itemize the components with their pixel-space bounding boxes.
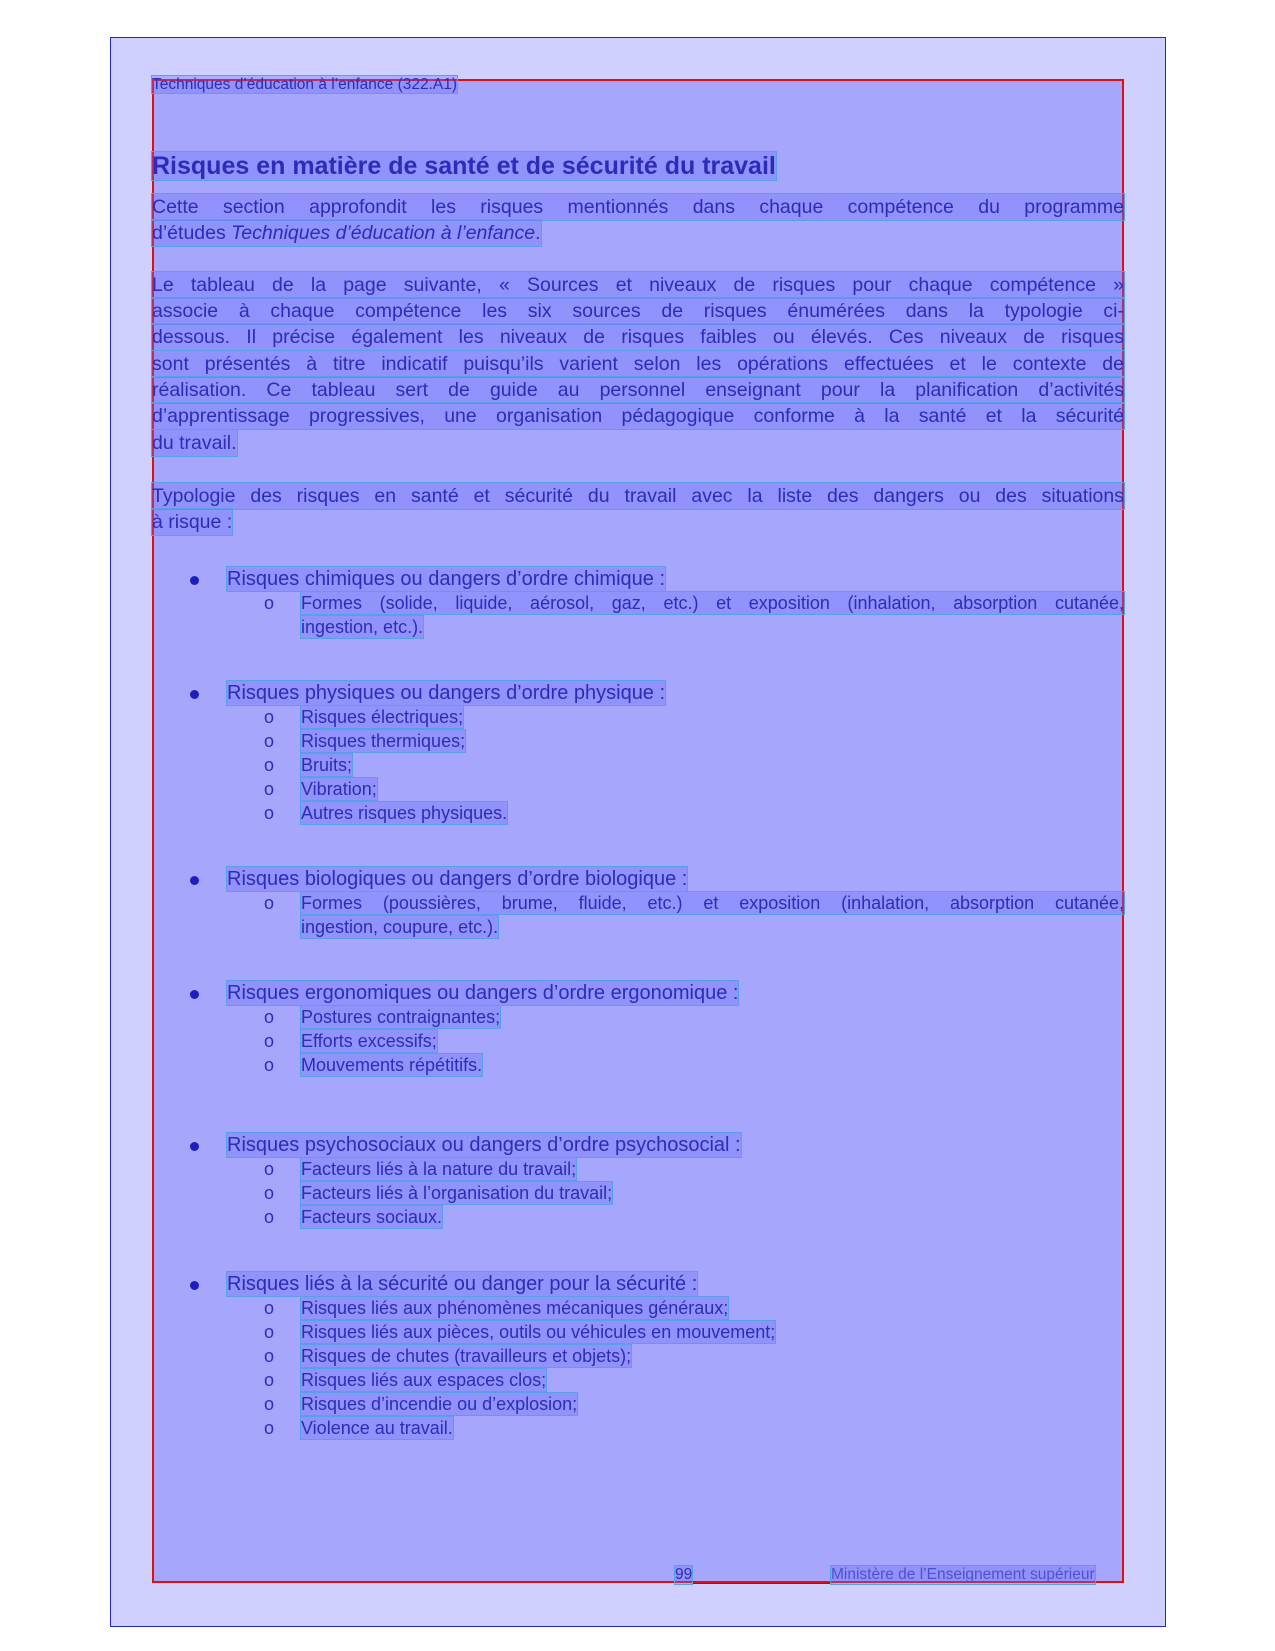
program-name: Techniques d’éducation à l’enfance <box>231 222 536 244</box>
para2-line: Le tableau de la page suivante, « Sources et niveaux de risques pour chaque compétence » <box>152 274 1124 296</box>
risk-category-label: Risques liés à la sécurité ou danger pour la sécurité : <box>227 1273 698 1295</box>
risk-item: Risques électriques; <box>301 707 464 727</box>
intro-line <box>152 220 541 246</box>
sub-bullet-icon: o <box>264 731 275 751</box>
risk-category-label: Risques physiques ou dangers d’ordre physique : <box>227 682 666 704</box>
bullet-icon <box>190 576 199 585</box>
para2-line: réalisation. Ce tableau sert de guide au personnel enseignant pour la planification d’activités <box>152 379 1124 401</box>
risk-item: Risques d’incendie ou d’explosion; <box>301 1394 578 1414</box>
risk-item: Risques liés aux phénomènes mécaniques généraux; <box>301 1298 729 1318</box>
risk-category-label: Risques ergonomiques ou dangers d’ordre ergonomique : <box>227 982 739 1004</box>
risk-item: Vibration; <box>301 779 377 799</box>
footer-publisher: Ministère de l’Enseignement supérieur <box>831 1566 1095 1583</box>
bullet-icon <box>190 1281 199 1290</box>
risk-item: Risques thermiques; <box>301 731 466 751</box>
risk-item: Bruits; <box>301 755 353 775</box>
risk-item: Facteurs sociaux. <box>301 1207 443 1227</box>
sub-bullet-icon: o <box>264 1007 275 1027</box>
para2-line: associe à chaque compétence les six sources de risques énumérées dans la typologie ci- <box>152 300 1124 322</box>
para2-line: du travail. <box>152 432 237 454</box>
intro-text: d’études <box>152 222 232 244</box>
risk-item: Facteurs liés à la nature du travail; <box>301 1159 577 1179</box>
sub-bullet-icon: o <box>264 803 275 823</box>
footer-rule <box>693 1583 831 1584</box>
para2-line: dessous. Il précise également les niveaux de risques faibles ou élevés. Ces niveaux de risques <box>152 326 1124 348</box>
risk-item: Facteurs liés à l’organisation du travail; <box>301 1183 613 1203</box>
risk-item: Postures contraignantes; <box>301 1007 501 1027</box>
risk-item: Mouvements répétitifs. <box>301 1055 483 1075</box>
risk-item: Autres risques physiques. <box>301 803 508 823</box>
sub-bullet-icon: o <box>264 1322 275 1342</box>
sub-bullet-icon: o <box>264 1346 275 1366</box>
sub-bullet-icon: o <box>264 1031 275 1051</box>
risk-item: Risques de chutes (travailleurs et objets); <box>301 1346 632 1366</box>
bullet-icon <box>190 990 199 999</box>
risk-item: Efforts excessifs; <box>301 1031 437 1051</box>
sub-bullet-icon: o <box>264 1394 275 1414</box>
sub-bullet-icon: o <box>264 1370 275 1390</box>
para3-line: Typologie des risques en santé et sécurité du travail avec la liste des dangers ou des situations <box>152 485 1124 507</box>
running-header: Techniques d’éducation à l’enfance (322.A1) <box>152 76 458 93</box>
sub-bullet-icon: o <box>264 1055 275 1075</box>
bullet-icon <box>190 690 199 699</box>
risk-category-label: Risques chimiques ou dangers d’ordre chimique : <box>227 568 666 590</box>
bullet-icon <box>190 876 199 885</box>
para3-line: à risque : <box>152 511 233 533</box>
risk-item: Risques liés aux pièces, outils ou véhicules en mouvement; <box>301 1322 776 1342</box>
risk-item: Formes (solide, liquide, aérosol, gaz, etc.) et exposition (inhalation, absorption cutanée, <box>301 593 1124 613</box>
sub-bullet-icon: o <box>264 779 275 799</box>
sub-bullet-icon: o <box>264 893 275 913</box>
section-title: Risques en matière de santé et de sécurité du travail <box>152 152 776 180</box>
risk-item: ingestion, coupure, etc.). <box>301 917 499 937</box>
sub-bullet-icon: o <box>264 1207 275 1227</box>
bullet-icon <box>190 1142 199 1151</box>
sub-bullet-icon: o <box>264 755 275 775</box>
risk-item: Violence au travail. <box>301 1418 453 1438</box>
risk-item: ingestion, etc.). <box>301 617 424 637</box>
sub-bullet-icon: o <box>264 1298 275 1318</box>
risk-item: Risques liés aux espaces clos; <box>301 1370 547 1390</box>
intro-line: Cette section approfondit les risques mentionnés dans chaque compétence du programme <box>152 196 1124 218</box>
risk-item: Formes (poussières, brume, fluide, etc.) et exposition (inhalation, absorption cutanée, <box>301 893 1124 913</box>
para2-line: d’apprentissage progressives, une organisation pédagogique conforme à la santé et la sécurité <box>152 405 1124 427</box>
risk-category-label: Risques psychosociaux ou dangers d’ordre psychosocial : <box>227 1134 741 1156</box>
sub-bullet-icon: o <box>264 1183 275 1203</box>
sub-bullet-icon: o <box>264 1418 275 1438</box>
intro-text: . <box>535 222 541 244</box>
para2-line: sont présentés à titre indicatif puisqu’ils varient selon les opérations effectuées et le contexte de <box>152 353 1124 375</box>
sub-bullet-icon: o <box>264 593 275 613</box>
sub-bullet-icon: o <box>264 707 275 727</box>
page-number: 99 <box>675 1566 693 1583</box>
risk-category-label: Risques biologiques ou dangers d’ordre biologique : <box>227 868 688 890</box>
sub-bullet-icon: o <box>264 1159 275 1179</box>
